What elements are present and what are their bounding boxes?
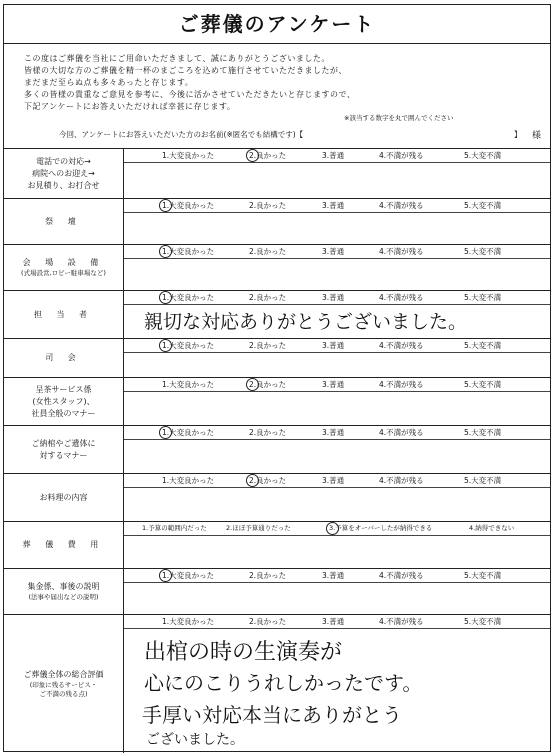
rating-option[interactable]: 1.大変良かった [162,428,215,437]
question-label-line: ご葬儀全体の総合評価 [23,670,104,679]
question-label [4,199,124,244]
question-row [4,614,550,753]
rating-option[interactable]: 5.大変不満 [464,571,502,580]
question-row [4,473,550,521]
intro-text [24,53,494,113]
question-label [4,522,124,568]
rating-option[interactable]: 3.予算をオーバーしたが納得できる [329,524,433,532]
question-label-line: 祭 壇 [45,216,82,226]
intro-line: まだまだ至らぬ点も多々あったと存じます。 [24,78,194,87]
handwritten-comment-line: 出棺の時の生演奏が [144,640,343,665]
rating-option[interactable]: 2.良かった [249,380,287,389]
rating-option[interactable]: 1.大変良かった [162,617,215,626]
question-label-line: 病院へのお迎え→ [32,168,95,178]
question-row [4,425,550,473]
rating-option[interactable]: 4.不満が残る [379,428,424,437]
question-sublabel: ご不満の残る点) [39,690,88,698]
rating-option[interactable]: 1.大変良かった [162,151,215,160]
rating-option[interactable]: 3.普通 [322,151,345,160]
rating-options [124,569,550,583]
handwritten-comment-line: 手厚い対応本当にありがとう [142,703,402,727]
handwritten-comment-line: ございました。 [146,732,244,748]
question-sublabel: (法事や届出などの説明) [28,593,99,601]
rating-option[interactable]: 4.不満が残る [379,617,424,626]
handwritten-comment-line: 心にのこりうれしかったです。 [144,671,423,695]
rating-option[interactable]: 5.大変不満 [464,428,502,437]
question-sublabel: (印象に残るサービス・ [29,681,98,689]
rating-option[interactable]: 4.不満が残る [379,201,424,210]
question-label-line: (女性スタッフ)、 [32,396,95,406]
rating-option[interactable]: 5.大変不満 [464,151,502,160]
question-label-line: 集金係、事後の説明 [27,582,100,591]
selected-circle-mark [246,378,259,391]
intro-line: 皆様の大切な方のご葬儀を精一杯のまごころを込めて施行させていただきましたが、 [24,66,347,75]
rating-option[interactable]: 3.普通 [322,571,345,580]
rating-option[interactable]: 2.ほぼ予算通りだった [226,524,291,532]
rating-option[interactable]: 1.予算の範囲内だった [142,524,207,532]
rating-option[interactable]: 3.普通 [322,293,345,302]
rating-options [124,291,550,305]
rating-option[interactable]: 2.良かった [249,201,287,210]
question-label-line: 担 当 者 [33,309,94,319]
question-label [4,291,124,338]
rating-option[interactable]: 2.良かった [249,247,287,256]
handwritten-comment: 親切な対応ありがとうございました。 [144,311,468,333]
rating-option[interactable]: 4.不満が残る [379,341,424,350]
rating-option[interactable]: 4.不満が残る [379,476,424,485]
question-label [4,245,124,290]
rating-option[interactable]: 3.普通 [322,476,345,485]
honorific: 様 [532,131,542,141]
question-row [4,290,550,338]
bracket-close: 】 [514,130,522,139]
selected-circle-mark [159,199,172,212]
question-row [4,568,550,614]
question-label-line: 会 場 設 備 [22,258,105,267]
question-label [4,615,124,753]
selected-circle-mark [159,569,172,582]
rating-option[interactable]: 5.大変不満 [464,476,502,485]
question-label [4,339,124,377]
question-row [4,338,550,377]
rating-option[interactable]: 2.良かった [249,293,287,302]
rating-option[interactable]: 5.大変不満 [464,201,502,210]
question-label-line: 対するマナー [39,450,88,460]
rating-options [124,474,550,488]
question-row [4,521,550,568]
rating-option[interactable]: 4.不満が残る [379,380,424,389]
rating-option[interactable]: 5.大変不満 [464,247,502,256]
question-label-line: 葬 儀 費 用 [22,540,105,549]
rating-option[interactable]: 1.大変良かった [162,247,215,256]
question-label-line: お見積り、お打合せ [27,180,100,190]
question-label [4,378,124,425]
selected-circle-mark [246,149,259,162]
rating-option[interactable]: 5.大変不満 [464,341,502,350]
rating-option[interactable]: 2.良かった [249,617,287,626]
rating-option[interactable]: 1.大変良かった [162,380,215,389]
selected-circle-mark [326,522,339,535]
name-field[interactable] [4,124,550,148]
question-label-line: 電話での対応→ [36,156,91,166]
question-label [4,569,124,614]
rating-option[interactable]: 3.普通 [322,380,345,389]
rating-options [124,426,550,440]
rating-option[interactable]: 1.大変良かった [162,476,215,485]
intro-line: 多くの皆様の貴重なご意見を参考に、今後に活かさせていただきたいと存じますので、 [24,90,356,99]
rating-option[interactable]: 3.普通 [322,428,345,437]
rating-option[interactable]: 4.不満が残る [379,571,424,580]
rating-option[interactable]: 2.良かった [249,341,287,350]
rating-option[interactable]: 4.不満が残る [379,247,424,256]
rating-options [124,199,550,213]
question-label-line: 社員全般のマナー [31,408,96,418]
selected-circle-mark [159,245,172,258]
rating-option[interactable]: 3.普通 [322,341,345,350]
selected-circle-mark [159,291,172,304]
rating-option[interactable]: 4.不満が残る [379,293,424,302]
rating-options [124,149,550,163]
rating-option[interactable]: 1.大変良かった [162,341,215,350]
question-label-line: 呈茶サービス係 [35,384,92,394]
rating-option[interactable]: 3.普通 [322,617,345,626]
intro-line: 下記アンケートにお答えいただければ幸甚に存じます。 [24,102,236,111]
question-label [4,149,124,198]
rating-option[interactable]: 5.大変不満 [464,617,502,626]
survey-form [3,4,551,752]
page-title: ご葬儀のアンケート [4,5,550,44]
question-label [4,426,124,473]
rating-option[interactable]: 2.良かった [249,151,287,160]
question-row [4,244,550,290]
name-prompt: 今回、アンケートにお答えいただいた方のお名前(※匿名でも結構です)【 [59,130,304,139]
question-label-line: 司 会 [45,353,82,362]
rating-option[interactable]: 5.大変不満 [464,380,502,389]
question-row [4,377,550,425]
question-label-line: お料理の内容 [39,492,88,502]
selected-circle-mark [246,474,259,487]
rating-options [124,339,550,353]
rating-option[interactable]: 3.普通 [322,201,345,210]
question-label-line: ご納棺やご遺体に [31,438,96,448]
rating-option[interactable]: 2.良かった [249,428,287,437]
rating-options [124,522,550,536]
rating-options [124,378,550,392]
intro-line: この度はご葬儀を当社にご用命いただきまして、誠にありがとうございました。 [24,54,330,63]
rating-option[interactable]: 1.大変良かった [162,201,215,210]
question-row [4,148,550,198]
rating-option[interactable]: 1.大変良かった [162,293,215,302]
question-label [4,474,124,521]
rating-option[interactable]: 1.大変良かった [162,571,215,580]
question-sublabel: (式場設営,ロビー駐車場など) [21,269,106,277]
rating-option[interactable]: 2.良かった [249,571,287,580]
selected-circle-mark [159,426,172,439]
selected-circle-mark [159,339,172,352]
rating-options [124,245,550,259]
instruction-note: ※該当する数字を丸で囲んでください [344,114,454,122]
rating-option[interactable]: 3.普通 [322,247,345,256]
rating-options [124,615,550,629]
rating-option[interactable]: 4.納得できない [469,524,515,532]
question-row [4,198,550,244]
rating-option[interactable]: 2.良かった [249,476,287,485]
rating-option[interactable]: 4.不満が残る [379,151,424,160]
rating-option[interactable]: 5.大変不満 [464,293,502,302]
